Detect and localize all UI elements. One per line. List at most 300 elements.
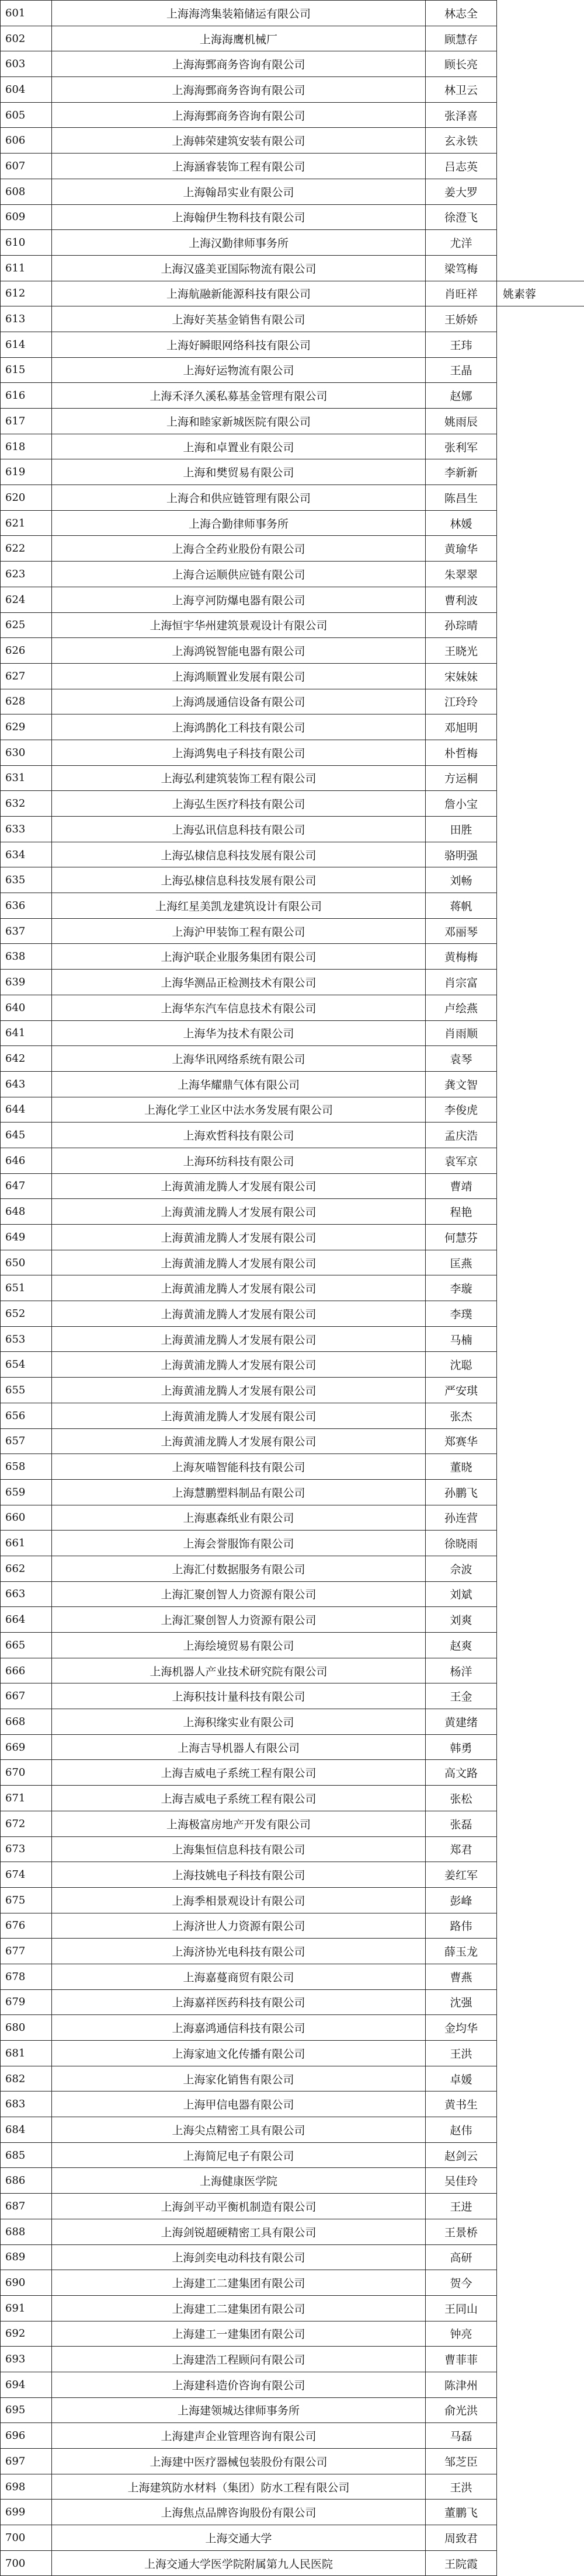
extra-name-cell [497, 204, 584, 230]
extra-name-cell [497, 2321, 584, 2347]
company-name-cell: 上海家迪文化传播有限公司 [52, 2041, 426, 2066]
table-row [1, 1479, 584, 1505]
table-row [1, 1046, 584, 1072]
extra-name-cell [497, 1607, 584, 1633]
table-row [1, 2347, 584, 2372]
company-name-cell: 上海汉勤律师事务所 [52, 230, 426, 256]
extra-name-cell [497, 1454, 584, 1480]
row-number-cell: 669 [1, 1734, 52, 1760]
company-name-cell: 上海合和供应链管理有限公司 [52, 485, 426, 511]
person-name-cell: 方运桐 [426, 765, 497, 791]
person-name-cell: 顾慧存 [426, 26, 497, 51]
company-name-cell: 上海积缘实业有限公司 [52, 1709, 426, 1735]
company-name-cell: 上海黄浦龙腾人才发展有限公司 [52, 1173, 426, 1199]
row-number-cell: 616 [1, 383, 52, 409]
table-row [1, 2321, 584, 2347]
extra-name-cell [497, 1658, 584, 1683]
person-name-cell: 徐晓雨 [426, 1531, 497, 1556]
row-number-cell: 622 [1, 536, 52, 562]
company-name-cell: 上海鸿锐智能电器有限公司 [52, 638, 426, 664]
table-row [1, 1275, 584, 1301]
row-number-cell: 647 [1, 1173, 52, 1199]
company-name-cell: 上海建领城达律师事务所 [52, 2397, 426, 2423]
company-name-cell: 上海建筑防水材料（集团）防水工程有限公司 [52, 2474, 426, 2500]
company-name-cell: 上海建浩工程顾问有限公司 [52, 2347, 426, 2372]
row-number-cell: 631 [1, 765, 52, 791]
table-row [1, 1683, 584, 1709]
person-name-cell: 朱翠翠 [426, 562, 497, 587]
row-number-cell: 678 [1, 1964, 52, 1989]
table-row [1, 1581, 584, 1607]
row-number-cell: 620 [1, 485, 52, 511]
table-row [1, 2295, 584, 2321]
company-name-cell: 上海济世人力资源有限公司 [52, 1913, 426, 1939]
company-name-cell: 上海焦点品牌咨询股份有限公司 [52, 2500, 426, 2525]
row-number-cell: 623 [1, 562, 52, 587]
company-name-cell: 上海鸿顺置业发展有限公司 [52, 663, 426, 689]
extra-name-cell [497, 154, 584, 179]
person-name-cell: 李璞 [426, 1301, 497, 1327]
row-number-cell: 609 [1, 204, 52, 230]
table-row [1, 154, 584, 179]
row-number-cell: 665 [1, 1633, 52, 1658]
extra-name-cell [497, 230, 584, 256]
table-row [1, 765, 584, 791]
person-name-cell: 钟亮 [426, 2321, 497, 2347]
extra-name-cell [497, 1913, 584, 1939]
table-row [1, 714, 584, 740]
extra-name-cell [497, 383, 584, 409]
company-name-cell: 上海尖点精密工具有限公司 [52, 2117, 426, 2143]
row-number-cell: 696 [1, 2423, 52, 2449]
row-number-cell: 646 [1, 1148, 52, 1173]
extra-name-cell [497, 1633, 584, 1658]
company-name-cell: 上海航融新能源科技有限公司 [52, 281, 426, 306]
row-number-cell: 697 [1, 2449, 52, 2474]
extra-name-cell [497, 102, 584, 128]
company-name-cell: 上海吉导机器人有限公司 [52, 1734, 426, 1760]
table-row [1, 2423, 584, 2449]
row-number-cell: 700 [1, 2525, 52, 2551]
row-number-cell: 673 [1, 1836, 52, 1862]
extra-name-cell [497, 867, 584, 893]
extra-name-cell [497, 2270, 584, 2296]
row-number-cell: 652 [1, 1301, 52, 1327]
person-name-cell: 赵娜 [426, 383, 497, 409]
person-name-cell: 徐澄飞 [426, 204, 497, 230]
person-name-cell: 肖雨顺 [426, 1020, 497, 1046]
person-name-cell: 田胜 [426, 817, 497, 842]
extra-name-cell [497, 2397, 584, 2423]
extra-name-cell [497, 485, 584, 511]
person-name-cell: 陈津州 [426, 2372, 497, 2397]
row-number-cell: 605 [1, 102, 52, 128]
person-name-cell: 曹靖 [426, 1173, 497, 1199]
extra-name-cell [497, 587, 584, 612]
row-number-cell: 604 [1, 77, 52, 103]
extra-name-cell [497, 2525, 584, 2551]
person-name-cell: 金均华 [426, 2015, 497, 2041]
table-row [1, 867, 584, 893]
row-number-cell: 674 [1, 1862, 52, 1888]
extra-name-cell [497, 1378, 584, 1403]
person-name-cell: 张杰 [426, 1403, 497, 1428]
company-name-cell: 上海集恒信息科技有限公司 [52, 1836, 426, 1862]
table-row [1, 1734, 584, 1760]
row-number-cell: 679 [1, 1989, 52, 2015]
company-name-cell: 上海好瞬眼网络科技有限公司 [52, 332, 426, 357]
row-number-cell: 612 [1, 281, 52, 306]
extra-name-cell [497, 1199, 584, 1225]
person-name-cell: 陈昌生 [426, 485, 497, 511]
extra-name-cell [497, 562, 584, 587]
person-name-cell: 张泽喜 [426, 102, 497, 128]
extra-name-cell [497, 1479, 584, 1505]
extra-name-cell [497, 2168, 584, 2194]
table-row [1, 970, 584, 995]
row-number-cell: 693 [1, 2347, 52, 2372]
table-row [1, 1020, 584, 1046]
person-name-cell: 曹燕 [426, 1964, 497, 1989]
person-name-cell: 骆明强 [426, 842, 497, 867]
table-row [1, 817, 584, 842]
table-row [1, 2142, 584, 2168]
row-number-cell: 606 [1, 128, 52, 154]
company-name-cell: 上海华测品正检测技术有限公司 [52, 970, 426, 995]
extra-name-cell [497, 714, 584, 740]
person-name-cell: 程艳 [426, 1199, 497, 1225]
extra-name-cell [497, 1225, 584, 1250]
person-name-cell: 曹菲菲 [426, 2347, 497, 2372]
row-number-cell: 627 [1, 663, 52, 689]
person-name-cell: 顾长亮 [426, 51, 497, 77]
table-row [1, 357, 584, 383]
person-name-cell: 张利军 [426, 434, 497, 459]
company-name-cell: 上海极富房地产开发有限公司 [52, 1811, 426, 1836]
company-name-cell: 上海简尼电子有限公司 [52, 2142, 426, 2168]
person-name-cell: 袁军京 [426, 1148, 497, 1173]
row-number-cell: 683 [1, 2092, 52, 2117]
person-name-cell: 王同山 [426, 2295, 497, 2321]
person-name-cell: 俞光洪 [426, 2397, 497, 2423]
table-row [1, 1097, 584, 1123]
company-name-cell: 上海慧鹏塑料制品有限公司 [52, 1479, 426, 1505]
person-name-cell: 李俊虎 [426, 1097, 497, 1123]
company-name-cell: 上海济协光电科技有限公司 [52, 1939, 426, 1964]
person-name-cell: 姚雨辰 [426, 409, 497, 434]
extra-name-cell [497, 2347, 584, 2372]
person-name-cell: 张磊 [426, 1811, 497, 1836]
table-row [1, 2194, 584, 2219]
company-name-cell: 上海建中医疗器械包装股份有限公司 [52, 2449, 426, 2474]
table-row [1, 536, 584, 562]
row-number-cell: 643 [1, 1071, 52, 1097]
row-number-cell: 611 [1, 255, 52, 281]
company-name-cell: 上海灰喵智能科技有限公司 [52, 1454, 426, 1480]
extra-name-cell [497, 2066, 584, 2092]
row-number-cell: 699 [1, 2500, 52, 2525]
company-name-cell: 上海建工二建集团有限公司 [52, 2270, 426, 2296]
extra-name-cell [497, 1173, 584, 1199]
company-name-cell: 上海好运物流有限公司 [52, 357, 426, 383]
person-name-cell: 肖宗富 [426, 970, 497, 995]
table-row [1, 485, 584, 511]
row-number-cell: 664 [1, 1607, 52, 1633]
company-name-cell: 上海华耀鼎气体有限公司 [52, 1071, 426, 1097]
company-name-cell: 上海海鄄商务咨询有限公司 [52, 51, 426, 77]
row-number-cell: 676 [1, 1913, 52, 1939]
table-row [1, 409, 584, 434]
extra-name-cell [497, 1097, 584, 1123]
row-number-cell: 632 [1, 791, 52, 817]
row-number-cell: 670 [1, 1760, 52, 1786]
person-name-cell: 杨洋 [426, 1658, 497, 1683]
company-name-cell: 上海弘利建筑装饰工程有限公司 [52, 765, 426, 791]
person-name-cell: 赵爽 [426, 1633, 497, 1658]
table-row [1, 1, 584, 26]
company-name-cell: 上海建工一建集团有限公司 [52, 2321, 426, 2347]
row-number-cell: 687 [1, 2194, 52, 2219]
person-name-cell: 贺今 [426, 2270, 497, 2296]
company-name-cell: 上海黄浦龙腾人才发展有限公司 [52, 1352, 426, 1378]
extra-name-cell [497, 842, 584, 867]
person-name-cell: 董鹏飞 [426, 2500, 497, 2525]
company-name-cell: 上海汇聚创智人力资源有限公司 [52, 1581, 426, 1607]
row-number-cell: 661 [1, 1531, 52, 1556]
table-row [1, 1378, 584, 1403]
row-number-cell: 610 [1, 230, 52, 256]
extra-name-cell [497, 2015, 584, 2041]
extra-name-cell [497, 1301, 584, 1327]
company-name-cell: 上海翰伊生物科技有限公司 [52, 204, 426, 230]
extra-name-cell [497, 1760, 584, 1786]
row-number-cell: 675 [1, 1887, 52, 1913]
row-number-cell: 659 [1, 1479, 52, 1505]
company-name-cell: 上海韩荣建筑安装有限公司 [52, 128, 426, 154]
extra-name-cell [497, 1326, 584, 1352]
extra-name-cell [497, 2295, 584, 2321]
company-name-cell: 上海黄浦龙腾人才发展有限公司 [52, 1326, 426, 1352]
extra-name-cell [497, 1275, 584, 1301]
table-row [1, 2066, 584, 2092]
extra-name-cell [497, 1046, 584, 1072]
row-number-cell: 651 [1, 1275, 52, 1301]
table-row [1, 281, 584, 306]
person-name-cell: 沈聪 [426, 1352, 497, 1378]
table-row [1, 1454, 584, 1480]
row-number-cell: 688 [1, 2219, 52, 2244]
company-name-cell: 上海鸿隽电子科技有限公司 [52, 740, 426, 765]
company-name-cell: 上海和樊贸易有限公司 [52, 459, 426, 485]
table-row [1, 306, 584, 332]
row-number-cell: 637 [1, 918, 52, 944]
person-name-cell: 王进 [426, 2194, 497, 2219]
person-name-cell: 王洪 [426, 2474, 497, 2500]
person-name-cell: 姜红军 [426, 1862, 497, 1888]
person-name-cell: 周致君 [426, 2525, 497, 2551]
extra-name-cell [497, 1505, 584, 1531]
extra-name-cell [497, 1939, 584, 1964]
extra-name-cell [497, 1250, 584, 1275]
company-name-cell: 上海海鄄商务咨询有限公司 [52, 77, 426, 103]
row-number-cell: 625 [1, 612, 52, 638]
table-row [1, 1633, 584, 1658]
company-name-cell: 上海甲信电器有限公司 [52, 2092, 426, 2117]
company-name-cell: 上海翰昂实业有限公司 [52, 179, 426, 204]
table-row [1, 1939, 584, 1964]
table-row [1, 102, 584, 128]
table-row [1, 2041, 584, 2066]
company-name-cell: 上海弘棣信息科技发展有限公司 [52, 867, 426, 893]
person-name-cell: 张松 [426, 1786, 497, 1811]
extra-name-cell [497, 1428, 584, 1454]
table-row [1, 1531, 584, 1556]
row-number-cell: 654 [1, 1352, 52, 1378]
person-name-cell: 卓媛 [426, 2066, 497, 2092]
extra-name-cell [497, 128, 584, 154]
extra-name-cell [497, 970, 584, 995]
person-name-cell: 李璇 [426, 1275, 497, 1301]
person-name-cell: 邓旭明 [426, 714, 497, 740]
table-row [1, 1225, 584, 1250]
person-name-cell: 马磊 [426, 2423, 497, 2449]
person-name-cell: 马楠 [426, 1326, 497, 1352]
row-number-cell: 645 [1, 1123, 52, 1148]
person-name-cell: 孙连营 [426, 1505, 497, 1531]
row-number-cell: 639 [1, 970, 52, 995]
extra-name-cell [497, 2423, 584, 2449]
extra-name-cell [497, 2550, 584, 2576]
company-name-cell: 上海鸿鹊化工科技有限公司 [52, 714, 426, 740]
row-number-cell: 635 [1, 867, 52, 893]
extra-name-cell [497, 1786, 584, 1811]
extra-name-cell [497, 332, 584, 357]
extra-name-cell [497, 1811, 584, 1836]
company-name-cell: 上海黄浦龙腾人才发展有限公司 [52, 1378, 426, 1403]
person-name-cell: 邓丽琴 [426, 918, 497, 944]
table-row [1, 2219, 584, 2244]
company-name-cell: 上海黄浦龙腾人才发展有限公司 [52, 1428, 426, 1454]
table-row [1, 1428, 584, 1454]
person-name-cell: 王晶 [426, 357, 497, 383]
table-row [1, 1964, 584, 1989]
table-row [1, 1301, 584, 1327]
extra-name-cell [497, 918, 584, 944]
table-row [1, 1123, 584, 1148]
person-name-cell: 林卫云 [426, 77, 497, 103]
company-name-cell: 上海汉盛美亚国际物流有限公司 [52, 255, 426, 281]
company-name-cell: 上海汇付数据服务有限公司 [52, 1556, 426, 1581]
table-row [1, 2397, 584, 2423]
person-name-cell: 卢绘燕 [426, 995, 497, 1020]
person-name-cell: 邹芝臣 [426, 2449, 497, 2474]
extra-name-cell [497, 2219, 584, 2244]
table-row [1, 1709, 584, 1735]
extra-name-cell [497, 536, 584, 562]
table-row [1, 2015, 584, 2041]
extra-name-cell [497, 2142, 584, 2168]
person-name-cell: 孟庆浩 [426, 1123, 497, 1148]
row-number-cell: 644 [1, 1097, 52, 1123]
person-name-cell: 詹小宝 [426, 791, 497, 817]
extra-name-cell [497, 1403, 584, 1428]
person-name-cell: 朴哲梅 [426, 740, 497, 765]
company-name-cell: 上海黄浦龙腾人才发展有限公司 [52, 1275, 426, 1301]
extra-name-cell [497, 2372, 584, 2397]
company-name-cell: 上海华为技术有限公司 [52, 1020, 426, 1046]
company-name-cell: 上海好芙基金销售有限公司 [52, 306, 426, 332]
row-number-cell: 649 [1, 1225, 52, 1250]
company-name-cell: 上海黄浦龙腾人才发展有限公司 [52, 1301, 426, 1327]
table-row [1, 918, 584, 944]
company-name-cell: 上海和卓置业有限公司 [52, 434, 426, 459]
extra-name-cell [497, 306, 584, 332]
extra-name-cell [497, 1989, 584, 2015]
extra-name-cell [497, 2500, 584, 2525]
person-name-cell: 王院霞 [426, 2550, 497, 2576]
extra-name-cell [497, 1964, 584, 1989]
row-number-cell: 603 [1, 51, 52, 77]
row-number-cell: 689 [1, 2244, 52, 2270]
extra-name-cell: 姚素蓉 [497, 281, 584, 306]
person-name-cell: 孙琮晴 [426, 612, 497, 638]
extra-name-cell [497, 893, 584, 919]
row-number-cell: 666 [1, 1658, 52, 1683]
row-number-cell: 656 [1, 1403, 52, 1428]
company-name-cell: 上海剑奕电动科技有限公司 [52, 2244, 426, 2270]
row-number-cell: 614 [1, 332, 52, 357]
row-number-cell: 690 [1, 2270, 52, 2296]
table-row [1, 995, 584, 1020]
row-number-cell: 636 [1, 893, 52, 919]
extra-name-cell [497, 1862, 584, 1888]
person-name-cell: 孙鹏飞 [426, 1479, 497, 1505]
row-number-cell: 608 [1, 179, 52, 204]
company-name-cell: 上海黄浦龙腾人才发展有限公司 [52, 1225, 426, 1250]
table-row [1, 1760, 584, 1786]
row-number-cell: 641 [1, 1020, 52, 1046]
row-number-cell: 630 [1, 740, 52, 765]
extra-name-cell [497, 1020, 584, 1046]
person-name-cell: 路伟 [426, 1913, 497, 1939]
table-row [1, 1326, 584, 1352]
person-name-cell: 严安琪 [426, 1378, 497, 1403]
person-name-cell: 王玮 [426, 332, 497, 357]
company-name-cell: 上海健康医学院 [52, 2168, 426, 2194]
row-number-cell: 671 [1, 1786, 52, 1811]
company-name-cell: 上海家化销售有限公司 [52, 2066, 426, 2092]
extra-name-cell [497, 1734, 584, 1760]
table-row [1, 1173, 584, 1199]
company-name-cell: 上海海湾集装箱储运有限公司 [52, 1, 426, 26]
person-name-cell: 曹利波 [426, 587, 497, 612]
extra-name-cell [497, 1581, 584, 1607]
person-name-cell: 林志全 [426, 1, 497, 26]
row-number-cell: 672 [1, 1811, 52, 1836]
table-row [1, 1811, 584, 1836]
company-name-cell: 上海建声企业管理咨询有限公司 [52, 2423, 426, 2449]
extra-name-cell [497, 2474, 584, 2500]
company-name-cell: 上海交通大学 [52, 2525, 426, 2551]
table-row [1, 2168, 584, 2194]
person-name-cell: 董晓 [426, 1454, 497, 1480]
company-name-cell: 上海剑平动平衡机制造有限公司 [52, 2194, 426, 2219]
person-name-cell: 黄梅梅 [426, 944, 497, 970]
person-name-cell: 薛玉龙 [426, 1939, 497, 1964]
table-row [1, 791, 584, 817]
table-row [1, 1505, 584, 1531]
table-row [1, 1352, 584, 1378]
